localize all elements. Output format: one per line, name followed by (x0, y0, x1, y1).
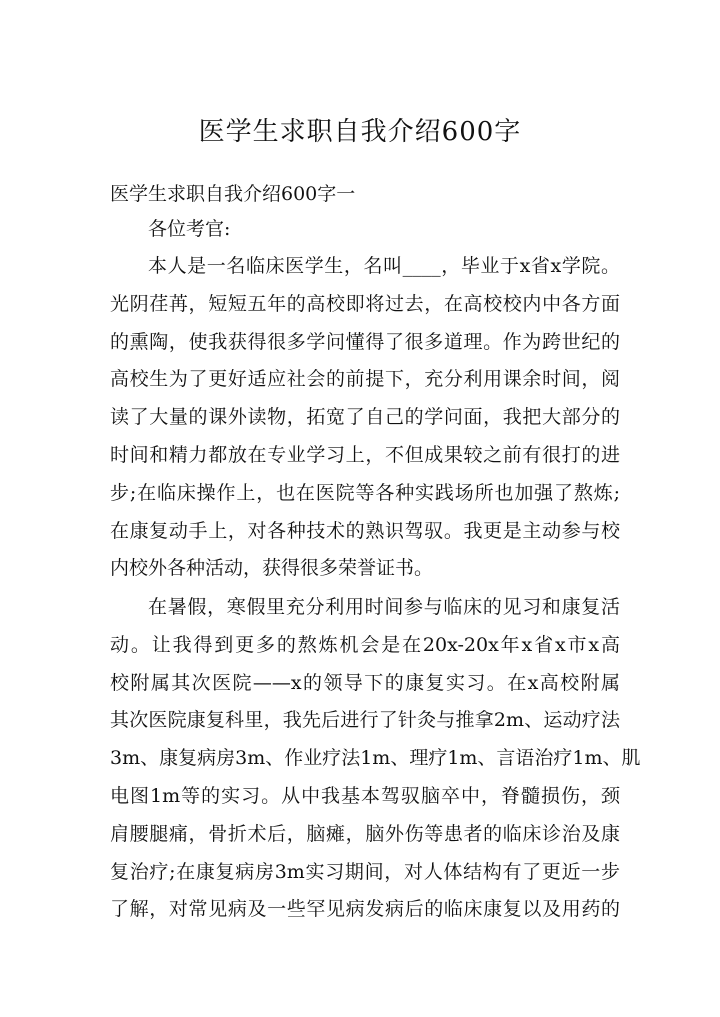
paragraph-line: 的熏陶，使我获得很多学问懂得了很多道理。作为跨世纪的 (110, 330, 620, 353)
paragraph-line: 肩腰腿痛，骨折术后，脑瘫，脑外伤等患者的临床诊治及康 (110, 822, 620, 845)
paragraph-line: 动。让我得到更多的熬炼机会是在20x-20x年x省x市x高 (110, 633, 620, 656)
paragraph-line: 3m、康复病房3m、作业疗法1m、理疗1m、言语治疗1m、肌 (110, 747, 641, 770)
paragraph-line: 电图1m等的实习。从中我基本驾驭脑卒中，脊髓损伤，颈 (110, 784, 620, 807)
paragraph-line: 步;在临床操作上，也在医院等各种实践场所也加强了熬炼; (110, 481, 620, 504)
document-title: 医学生求职自我介绍600字 (198, 117, 522, 147)
paragraph-line: 光阴荏苒，短短五年的高校即将过去，在高校校内中各方面 (110, 292, 620, 315)
paragraph-line: 了解，对常见病及一些罕见病发病后的临床康复以及用药的 (110, 898, 620, 921)
paragraph-line: 时间和精力都放在专业学习上，不但成果较之前有很打的进 (110, 443, 620, 466)
paragraph-line: 其次医院康复科里，我先后进行了针灸与推拿2m、运动疗法 (110, 709, 620, 732)
paragraph-line: 在暑假，寒假里充分利用时间参与临床的见习和康复活 (148, 596, 620, 618)
paragraph-line: 复治疗;在康复病房3m实习期间，对人体结构有了更近一步 (110, 860, 620, 883)
paragraph-line: 内校外各种活动，获得很多荣誉证书。 (110, 557, 434, 580)
paragraph-line: 在康复动手上，对各种技术的熟识驾驭。我更是主动参与校 (110, 519, 620, 542)
paragraph-line: 读了大量的课外读物，拓宽了自己的学问面，我把大部分的 (110, 406, 620, 429)
paragraph-line: 本人是一名临床医学生，名叫____，毕业于x省x学院。 (148, 255, 620, 277)
paragraph-1 (110, 248, 620, 588)
paragraph-line: 高校生为了更好适应社会的前提下，充分利用课余时间，阅 (110, 368, 620, 391)
paragraph-2 (110, 589, 641, 929)
paragraph-line: 校附属其次医院——x的领导下的康复实习。在x高校附属 (110, 671, 620, 694)
document-subtitle: 医学生求职自我介绍600字一 (110, 183, 356, 205)
salutation: 各位考官: (148, 218, 231, 240)
